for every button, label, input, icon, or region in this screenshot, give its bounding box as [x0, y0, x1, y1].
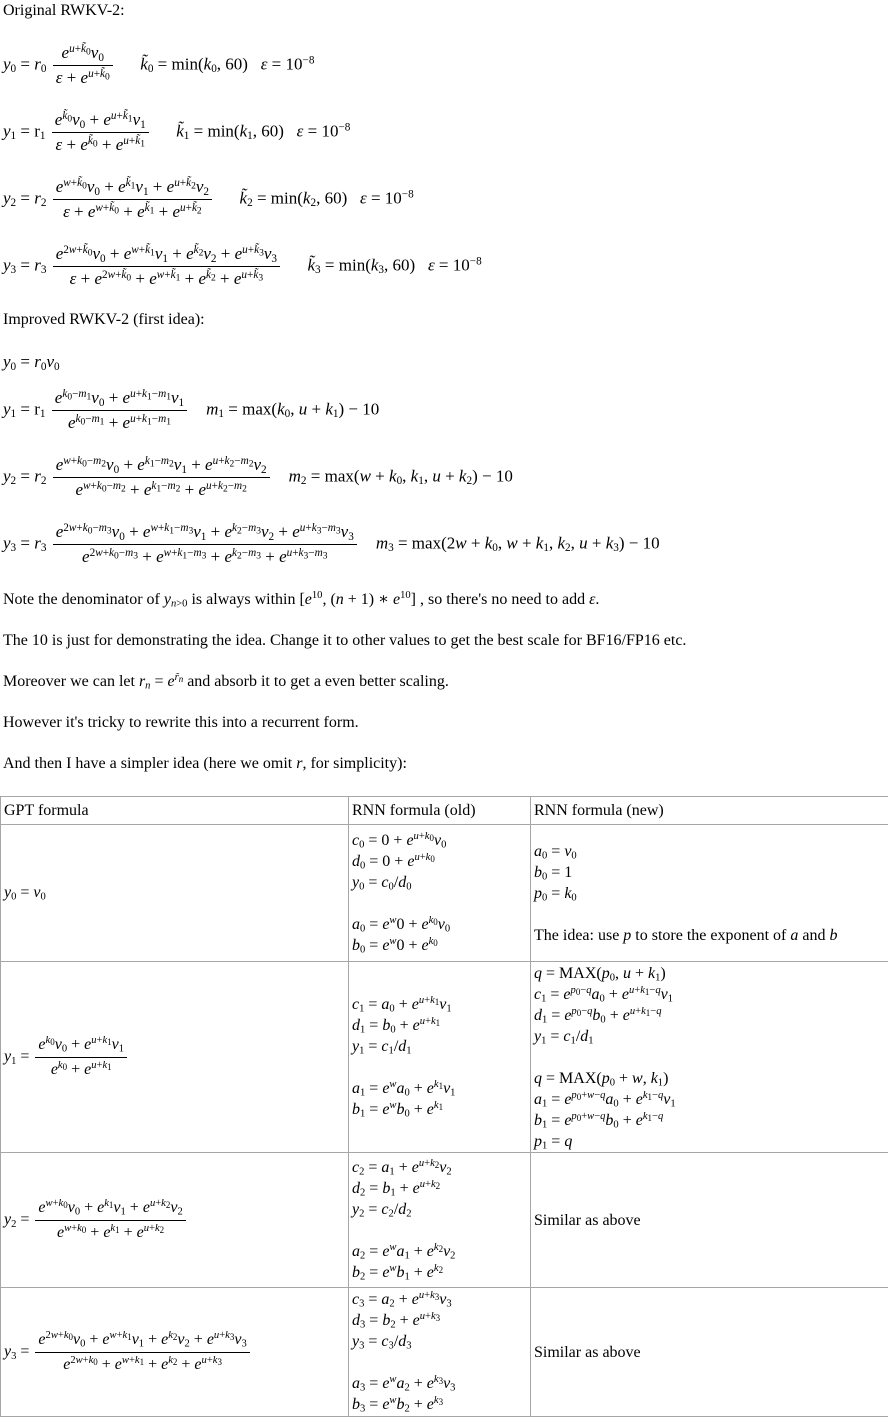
- formula-line: $b_0 = e^w0 + e^{k_0}$: [352, 935, 527, 956]
- formula-line: $d_1 = e^{p_0-q}b_0 + e^{u+k_1-q}$: [534, 1005, 885, 1026]
- formula-line: [352, 893, 527, 914]
- formula-line: $b_0 = 1$: [534, 862, 885, 883]
- formula-line: $y_2 = c_2/d_2$: [352, 1199, 527, 1220]
- formula-line: $y_1 = c_1/d_1$: [534, 1026, 885, 1047]
- note-denominator-range: Note the denominator of $y_{n>0}$ is always within [$e^{10}$, (n + 1) ∗ $e^{10}$] , so there's no need to add ε.: [3, 589, 888, 609]
- formula-line: $c_2 = a_1 + e^{u+k_2}v_2$: [352, 1157, 527, 1178]
- heading-improved: Improved RWKV-2 (first idea):: [3, 311, 888, 329]
- formula-line: Similar as above: [534, 1342, 885, 1363]
- formula-line: $a_0 = v_0$: [534, 841, 885, 862]
- formula-line: $y_3 = c_3/d_3$: [352, 1331, 527, 1352]
- formula-line: $c_1 = e^{p_0-q}a_0 + e^{u+k_1-q}v_1$: [534, 984, 885, 1005]
- cell-rnn-new-y2: [531, 1153, 888, 1288]
- formula-line: $p_1 = q$: [534, 1131, 885, 1152]
- formula-line: [352, 1220, 527, 1241]
- cell-rnn-old-y0: [349, 825, 531, 962]
- cell-rnn-old-y3: [349, 1288, 531, 1417]
- formula-line: $b_1 = e^{p_0+w-q}b_0 + e^{k_1-q}$: [534, 1110, 885, 1131]
- cell-rnn-new-y3: [531, 1288, 888, 1417]
- formula-line: $a_0 = e^w0 + e^{k_0}v_0$: [352, 914, 527, 935]
- cell-rnn-old-y1: [349, 962, 531, 1153]
- formula-line: $c_3 = a_2 + e^{u+k_3}v_3$: [352, 1289, 527, 1310]
- equation-improved-y3: $y_3 = r_3$ $\frac{e^{2w+k_0-m_3}v_0 + e^{w+k_1-m_3}v_1 + e^{k_2-m_3}v_2 + e^{u+k_3-m_3}v_3}{e^{2w+k_0-m_3} + e^{w+k_1-m_3} + e^{k_2-m_3} + e^{u+k_3-m_3}}$ $m_3 = \max(2w + k_0$, $w + k_1$, $k_2$, $u + k_3) - 10$: [3, 522, 888, 567]
- table-row-y2: [1, 1153, 888, 1288]
- cell-rnn-new-y1: [531, 962, 888, 1153]
- table-row-y0: [1, 825, 888, 962]
- table-row-y1: [1, 962, 888, 1153]
- note-simpler-idea: And then I have a simpler idea (here we omit r, for simplicity):: [3, 755, 888, 773]
- cell-gpt-y1: $y_1$ = $\frac{e^{k_0}v_0 + e^{u+k_1}v_1}{e^{k_0} + e^{u+k_1}}$: [1, 962, 349, 1153]
- formula-line: $d_3 = b_2 + e^{u+k_3}$: [352, 1310, 527, 1331]
- formula-line: $d_1 = b_0 + e^{u+k_1}$: [352, 1015, 527, 1036]
- note-absorb-r: Moreover we can let $r_n = e^{r̃_n}$ and absorb it to get a even better scaling.: [3, 673, 888, 691]
- note-recurrent-form: However it's tricky to rewrite this into a recurrent form.: [3, 714, 888, 732]
- formula-line: $d_0 = 0 + e^{u+k_0}$: [352, 851, 527, 872]
- formula-line: [352, 1057, 527, 1078]
- cell-gpt-y3: $y_3$ = $\frac{e^{2w+k_0}v_0 + e^{w+k_1}v_1 + e^{k_2}v_2 + e^{u+k_3}v_3}{e^{2w+k_0} + e^{w+k_1} + e^{k_2} + e^{u+k_3}}$: [1, 1288, 349, 1417]
- cell-rnn-old-y2: [349, 1153, 531, 1288]
- formula-line: $b_2 = e^wb_1 + e^{k_2}$: [352, 1262, 527, 1283]
- equation-original-y3: $y_3 = r_3$ $\frac{e^{2w+k̃_0}v_0 + e^{w+k̃_1}v_1 + e^{k̃_2}v_2 + e^{u+k̃_3}v_3}{\varepsilon + e^{2w+k̃_0} + e^{w+k̃_1} + e^{k̃_2} + e^{u+k̃_3}}$ $k̃_3 = \min(k_3$, 60) $\varepsilon = 10^{-8}$: [3, 244, 888, 289]
- table-row-y3: [1, 1288, 888, 1417]
- equation-original-y1: $y_1 = r_1$ $\frac{e^{k̃_0}v_0 + e^{u+k̃_1}v_1}{\varepsilon + e^{k̃_0} + e^{u+k̃_1}}$ $k̃_1 = \min(k_1$, 60) $\varepsilon = 10^{-8}$: [3, 110, 888, 155]
- cell-gpt-y2: $y_2$ = $\frac{e^{w+k_0}v_0 + e^{k_1}v_1 + e^{u+k_2}v_2}{e^{w+k_0} + e^{k_1} + e^{u+k_2}}$: [1, 1153, 349, 1288]
- formula-line: $q = MAX(p_0 + w$, $k_1$): [534, 1068, 885, 1089]
- formula-line: The idea: use p to store the exponent of a and b: [534, 925, 885, 946]
- formula-line: $p_0 = k_0$: [534, 883, 885, 904]
- formula-line: $a_3 = e^wa_2 + e^{k_3}v_3$: [352, 1373, 527, 1394]
- equation-improved-y2: $y_2 = r_2$ $\frac{e^{w+k_0-m_2}v_0 + e^{k_1-m_2}v_1 + e^{u+k_2-m_2}v_2}{e^{w+k_0-m_2} + e^{k_1-m_2} + e^{u+k_2-m_2}}$ $m_2 = \max(w + k_0$, $k_1$, $u + k_2) - 10$: [3, 455, 888, 500]
- formula-line: $a_1 = e^wa_0 + e^{k_1}v_1$: [352, 1078, 527, 1099]
- formula-line: $c_0 = 0 + e^{u+k_0}v_0$: [352, 830, 527, 851]
- col-header-gpt-formula: GPT formula: [1, 797, 349, 825]
- equation-improved-y1: $y_1 = r_1$ $\frac{e^{k_0-m_1}v_0 + e^{u+k_1-m_1}v_1}{e^{k_0-m_1} + e^{u+k_1-m_1}}$ $m_1 = \max(k_0$, $u + k_1) - 10$: [3, 388, 888, 433]
- equation-original-y0: $y_0 = r_0$ $\frac{e^{u+k̃_0}v_0}{\varepsilon + e^{u+k̃_0}}$ $k̃_0 = \min(k_0$, 60) $\varepsilon = 10^{-8}$: [3, 43, 888, 88]
- formula-line: $c_1 = a_0 + e^{u+k_1}v_1$: [352, 994, 527, 1015]
- note-scale-choice: The 10 is just for demonstrating the idea. Change it to other values to get the best scale for BF16/FP16 etc.: [3, 632, 888, 650]
- formula-line: $q = MAX(p_0$, $u + k_1$): [534, 963, 885, 984]
- document: [0, 2, 888, 1417]
- col-header-rnn-formula-old: RNN formula (old): [349, 797, 531, 825]
- formula-line: [534, 1047, 885, 1068]
- formula-line: Similar as above: [534, 1210, 885, 1231]
- formula-line: $y_1 = c_1/d_1$: [352, 1036, 527, 1057]
- cell-gpt-y0: $y_0 = v_0$: [1, 825, 349, 962]
- equation-original-y2: $y_2 = r_2$ $\frac{e^{w+k̃_0}v_0 + e^{k̃_1}v_1 + e^{u+k̃_2}v_2}{\varepsilon + e^{w+k̃_0} + e^{k̃_1} + e^{u+k̃_2}}$ $k̃_2 = \min(k_2$, 60) $\varepsilon = 10^{-8}$: [3, 177, 888, 222]
- col-header-rnn-formula-new: RNN formula (new): [531, 797, 888, 825]
- formula-line: $y_0 = c_0/d_0$: [352, 872, 527, 893]
- formula-line: $b_3 = e^wb_2 + e^{k_3}$: [352, 1394, 527, 1415]
- table-header-row: [1, 797, 888, 825]
- formula-line: $a_2 = e^wa_1 + e^{k_2}v_2$: [352, 1241, 527, 1262]
- formula-table: [0, 796, 888, 1417]
- formula-line: [534, 904, 885, 925]
- formula-line: [352, 1352, 527, 1373]
- heading-original: Original RWKV-2:: [3, 2, 888, 20]
- equation-improved-y0: $y_0 = r_0v_0$: [3, 352, 888, 372]
- formula-line: $d_2 = b_1 + e^{u+k_2}$: [352, 1178, 527, 1199]
- formula-line: $b_1 = e^wb_0 + e^{k_1}$: [352, 1099, 527, 1120]
- formula-line: $a_1 = e^{p_0+w-q}a_0 + e^{k_1-q}v_1$: [534, 1089, 885, 1110]
- cell-rnn-new-y0: [531, 825, 888, 962]
